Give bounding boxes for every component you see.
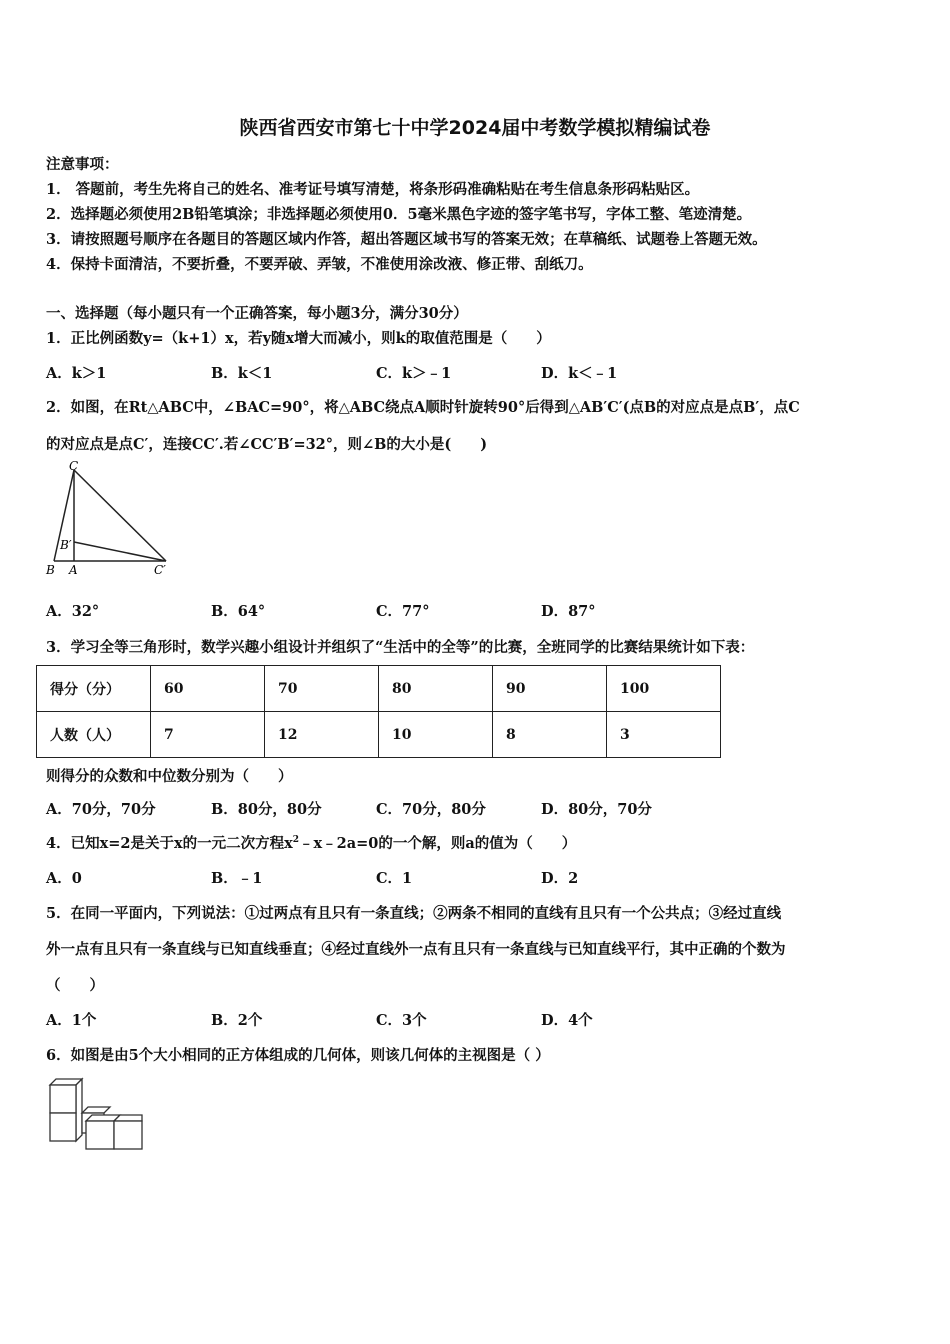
- q4-stem-a: 4．已知x=2是关于x的一元二次方程x: [46, 835, 293, 852]
- table-cell: 人数（人）: [37, 712, 151, 758]
- score-table: [36, 665, 721, 758]
- q3-question: 则得分的众数和中位数分别为（ ）: [46, 768, 293, 785]
- q4-option-c: C．1: [376, 870, 413, 887]
- notice-heading: 注意事项：: [46, 156, 119, 173]
- q5-option-b: B．2个: [211, 1012, 263, 1029]
- table-cell: 70: [265, 666, 379, 712]
- label-c-prime: C′: [154, 563, 166, 577]
- notice-item: 3．请按照题号顺序在各题目的答题区域内作答，超出答题区域书写的答案无效；在草稿纸、试题卷上答题无效。: [46, 231, 767, 248]
- table-cell: 3: [607, 712, 721, 758]
- table-cell: 100: [607, 666, 721, 712]
- q2-option-b: B．64°: [211, 603, 266, 620]
- table-cell: 8: [493, 712, 607, 758]
- notice-item: 4．保持卡面清洁，不要折叠，不要弄破、弄皱，不准使用涂改液、修正带、刮纸刀。: [46, 256, 593, 273]
- q4-option-d: D．2: [541, 870, 579, 887]
- label-b: B: [46, 563, 55, 577]
- q6-stem: 6．如图是由5个大小相同的正方体组成的几何体，则该几何体的主视图是（ ）: [46, 1047, 550, 1064]
- table-cell: 10: [379, 712, 493, 758]
- label-c: C: [69, 459, 79, 473]
- q4-stem-b: ﹣x﹣2a=0的一个解，则a的值为（ ）: [299, 835, 577, 852]
- q4-option-a: A．0: [46, 870, 82, 887]
- table-row: [37, 712, 721, 758]
- q1-stem: 1．正比例函数y=（k+1）x，若y随x增大而减小，则k的取值范围是（ ）: [46, 330, 551, 347]
- table-cell: 80: [379, 666, 493, 712]
- q3-option-b: B．80分，80分: [211, 801, 322, 818]
- q4-superscript: 2: [292, 835, 300, 846]
- label-a: A: [69, 563, 78, 577]
- table-cell: 得分（分）: [37, 666, 151, 712]
- q4-stem: [46, 832, 576, 853]
- q1-option-c: C．k＞﹣1: [376, 365, 452, 382]
- q3-option-c: C．70分，80分: [376, 801, 486, 818]
- q4-option-b: B．﹣1: [211, 870, 263, 887]
- notice-item: 1． 答题前，考生先将自己的姓名、准考证号填写清楚，将条形码准确粘贴在考生信息条形码粘贴区。: [46, 181, 700, 198]
- q3-stem: 3．学习全等三角形时，数学兴趣小组设计并组织了“生活中的全等”的比赛，全班同学的比赛结果统计如下表：: [46, 639, 755, 656]
- q6-cube-figure: [46, 1075, 146, 1155]
- q1-option-d: D．k＜﹣1: [541, 365, 618, 382]
- q5-option-c: C．3个: [376, 1012, 427, 1029]
- q5-line1: 5．在同一平面内，下列说法：①过两点有且只有一条直线；②两条不相同的直线有且只有一个公共点；③经过直线: [46, 905, 782, 922]
- q5-line3: （ ）: [46, 977, 104, 994]
- q5-line2: 外一点有且只有一条直线与已知直线垂直；④经过直线外一点有且只有一条直线与已知直线平行，其中正确的个数为: [46, 941, 786, 958]
- q2-option-a: A．32°: [46, 603, 100, 620]
- q2-triangle-figure: [40, 458, 180, 578]
- q2-stem-line1: 2．如图，在Rt△ABC中，∠BAC=90°，将△ABC绕点A顺时针旋转90°后得到△AB′C′(点B的对应点是点B′，点C: [46, 399, 800, 416]
- q1-option-b: B．k＜1: [211, 365, 273, 382]
- section-heading: 一、选择题（每小题只有一个正确答案，每小题3分，满分30分）: [46, 305, 468, 322]
- page-title: 陕西省西安市第七十中学2024届中考数学模拟精编试卷: [239, 117, 711, 139]
- table-cell: 90: [493, 666, 607, 712]
- q3-option-a: A．70分，70分: [46, 801, 156, 818]
- q1-option-a: A．k＞1: [46, 365, 107, 382]
- table-cell: 12: [265, 712, 379, 758]
- q2-stem-line2: 的对应点是点C′，连接CC′.若∠CC′B′=32°，则∠B的大小是( ): [46, 436, 488, 453]
- q3-option-d: D．80分，70分: [541, 801, 652, 818]
- table-row: [37, 666, 721, 712]
- table-cell: 7: [151, 712, 265, 758]
- q2-option-c: C．77°: [376, 603, 430, 620]
- q2-option-d: D．87°: [541, 603, 596, 620]
- q5-option-a: A．1个: [46, 1012, 97, 1029]
- notice-item: 2．选择题必须使用2B铅笔填涂；非选择题必须使用0．5毫米黑色字迹的签字笔书写，字体工整、笔迹清楚。: [46, 206, 752, 223]
- table-cell: 60: [151, 666, 265, 712]
- q5-option-d: D．4个: [541, 1012, 593, 1029]
- label-b-prime: B′: [60, 538, 72, 552]
